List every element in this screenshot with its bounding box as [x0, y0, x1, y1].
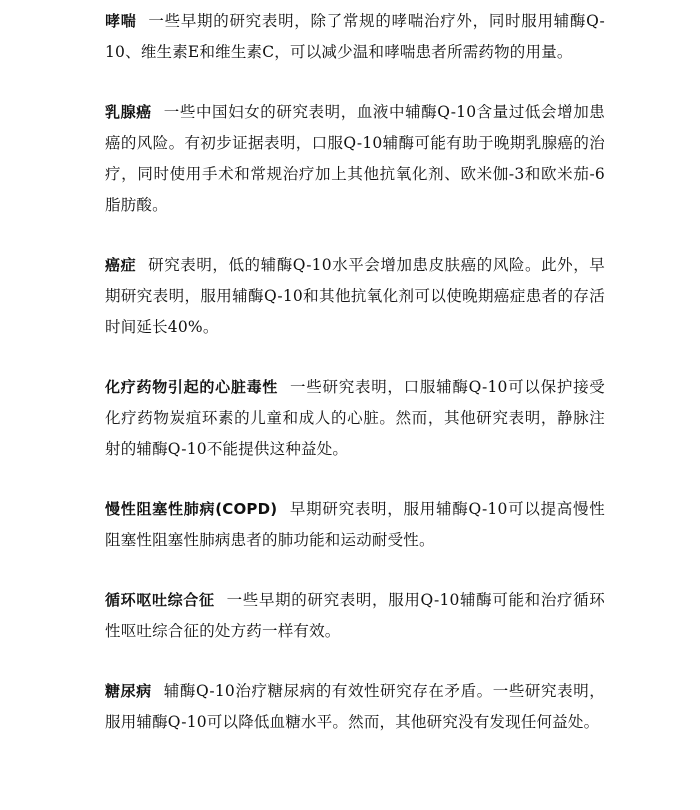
text-cancer: 研究表明，低的辅酶Q-10水平会增加患皮肤癌的风险。此外，早期研究表明，服用辅酶Q-10和其他抗氧化剂可以使晚期癌症患者的存活时间延长40%。: [105, 256, 605, 336]
text-copd: 早期研究表明，服用辅酶Q-10可以提高慢性阻塞性阻塞性肺病患者的肺功能和运动耐受性。: [105, 500, 605, 549]
entry-asthma: [105, 6, 605, 68]
entry-cyclic-vomiting: [105, 585, 605, 647]
document-page: [105, 6, 605, 767]
term-copd: 慢性阻塞性肺病(COPD): [105, 500, 278, 518]
entry-cardiotoxicity: [105, 372, 605, 465]
term-cancer: 癌症: [105, 256, 137, 274]
entry-cancer: [105, 250, 605, 343]
text-cyclic-vomiting: 一些早期的研究表明，服用Q-10辅酶可能和治疗循环性呕吐综合征的处方药一样有效。: [105, 591, 605, 640]
term-asthma: 哮喘: [105, 12, 137, 30]
text-asthma: 一些早期的研究表明，除了常规的哮喘治疗外，同时服用辅酶Q-10、维生素E和维生素C，可以减少温和哮喘患者所需药物的用量。: [105, 12, 605, 61]
entry-diabetes: [105, 676, 605, 738]
entry-copd: [105, 494, 605, 556]
term-cyclic-vomiting: 循环呕吐综合征: [105, 591, 215, 609]
term-breast-cancer: 乳腺癌: [105, 103, 152, 121]
term-diabetes: 糖尿病: [105, 682, 152, 700]
text-cardiotoxicity: 一些研究表明，口服辅酶Q-10可以保护接受化疗药物炭疽环素的儿童和成人的心脏。然而，其他研究表明，静脉注射的辅酶Q-10不能提供这种益处。: [105, 378, 606, 458]
text-breast-cancer: 一些中国妇女的研究表明，血液中辅酶Q-10含量过低会增加患癌的风险。有初步证据表明，口服Q-10辅酶可能有助于晚期乳腺癌的治疗，同时使用手术和常规治疗加上其他抗氧化剂、欧米伽-3和欧米茄-6脂肪酸。: [105, 103, 605, 214]
term-cardiotoxicity: 化疗药物引起的心脏毒性: [105, 378, 279, 396]
entry-breast-cancer: [105, 97, 605, 221]
text-diabetes: 辅酶Q-10治疗糖尿病的有效性研究存在矛盾。一些研究表明，服用辅酶Q-10可以降低血糖水平。然而，其他研究没有发现任何益处。: [105, 682, 605, 731]
